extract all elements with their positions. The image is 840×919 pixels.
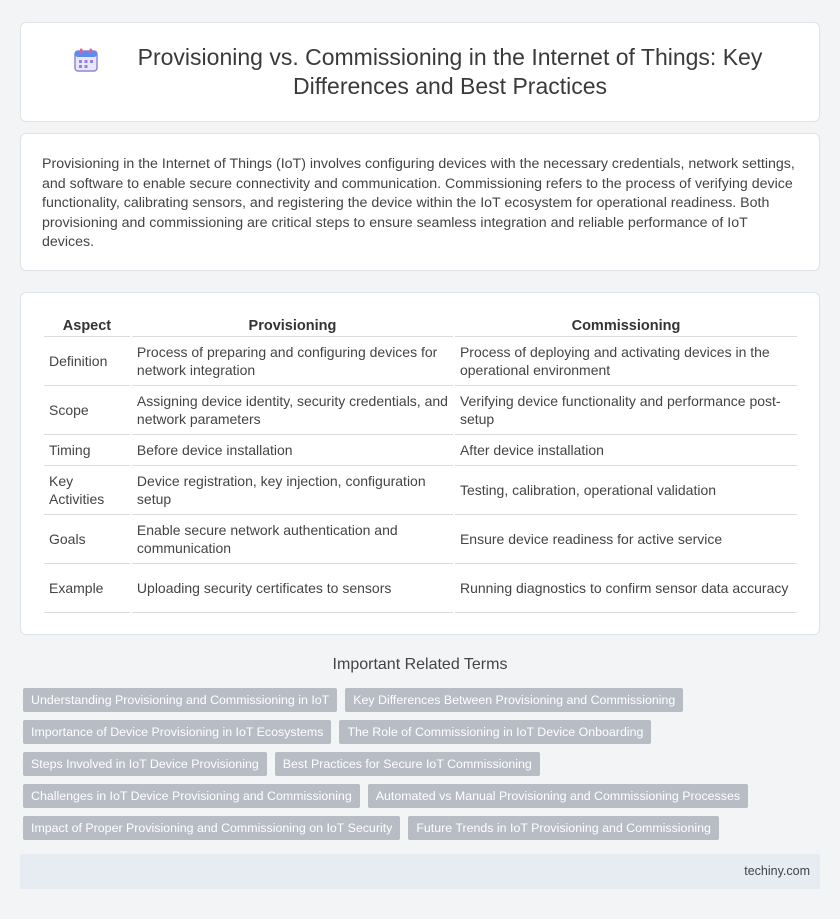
related-term-link[interactable]: Future Trends in IoT Provisioning and Commissioning — [408, 816, 719, 840]
table-row — [44, 515, 797, 564]
commissioning-cell: Process of deploying and activating devices in the operational environment — [455, 337, 797, 386]
related-terms-list — [23, 688, 813, 848]
table-row — [44, 435, 797, 466]
related-term-link[interactable]: The Role of Commissioning in IoT Device Onboarding — [339, 720, 651, 744]
commissioning-cell: Ensure device readiness for active service — [455, 515, 797, 564]
table-header-row — [44, 316, 797, 337]
aspect-cell: Timing — [44, 435, 130, 466]
commissioning-cell: Verifying device functionality and performance post-setup — [455, 386, 797, 435]
related-term-link[interactable]: Importance of Device Provisioning in IoT Ecosystems — [23, 720, 331, 744]
related-term-link[interactable]: Impact of Proper Provisioning and Commissioning on IoT Security — [23, 816, 400, 840]
aspect-cell: Goals — [44, 515, 130, 564]
intro-card — [20, 133, 820, 271]
table-row — [44, 564, 797, 613]
commissioning-cell: Testing, calibration, operational validation — [455, 466, 797, 515]
intro-paragraph: Provisioning in the Internet of Things (IoT) involves configuring devices with the necessary credentials, network settings, and software to enable secure connectivity and communication. Commissioning refers to the process of verifying device functionality, calibrating sensors, and registering the device within the IoT ecosystem for operational readiness. Both provisioning and commissioning are critical steps to ensure seamless integration and reliable performance of IoT devices. — [42, 156, 795, 251]
title-card — [20, 22, 820, 122]
page-title: Provisioning vs. Commissioning in the Internet of Things: Key Differences and Best Practices — [137, 44, 763, 99]
provisioning-cell: Device registration, key injection, configuration setup — [132, 466, 453, 515]
table-row — [44, 466, 797, 515]
related-term-link[interactable]: Automated vs Manual Provisioning and Commissioning Processes — [368, 784, 748, 808]
footer — [20, 854, 820, 889]
provisioning-cell: Uploading security certificates to sensors — [132, 564, 453, 613]
related-term-link[interactable]: Understanding Provisioning and Commissioning in IoT — [23, 688, 337, 712]
aspect-cell: Example — [44, 564, 130, 613]
related-term-link[interactable]: Key Differences Between Provisioning and Commissioning — [345, 688, 683, 712]
provisioning-cell: Process of preparing and configuring devices for network integration — [132, 337, 453, 386]
provisioning-cell: Enable secure network authentication and communication — [132, 515, 453, 564]
comparison-table — [42, 316, 799, 613]
table-row — [44, 386, 797, 435]
related-term-link[interactable]: Challenges in IoT Device Provisioning and Commissioning — [23, 784, 360, 808]
aspect-cell: Key Activities — [44, 466, 130, 515]
aspect-cell: Definition — [44, 337, 130, 386]
related-terms-title: Important Related Terms — [332, 656, 508, 673]
provisioning-cell: Before device installation — [132, 435, 453, 466]
aspect-cell: Scope — [44, 386, 130, 435]
header-commissioning: Commissioning — [455, 316, 797, 337]
header-aspect: Aspect — [44, 316, 130, 337]
related-term-link[interactable]: Best Practices for Secure IoT Commissioning — [275, 752, 540, 776]
comparison-card — [20, 292, 820, 635]
provisioning-cell: Assigning device identity, security credentials, and network parameters — [132, 386, 453, 435]
commissioning-cell: Running diagnostics to confirm sensor data accuracy — [455, 564, 797, 613]
related-term-link[interactable]: Steps Involved in IoT Device Provisioning — [23, 752, 267, 776]
header-provisioning: Provisioning — [132, 316, 453, 337]
footer-site-link[interactable]: techiny.com — [744, 864, 810, 878]
commissioning-cell: After device installation — [455, 435, 797, 466]
table-row — [44, 337, 797, 386]
